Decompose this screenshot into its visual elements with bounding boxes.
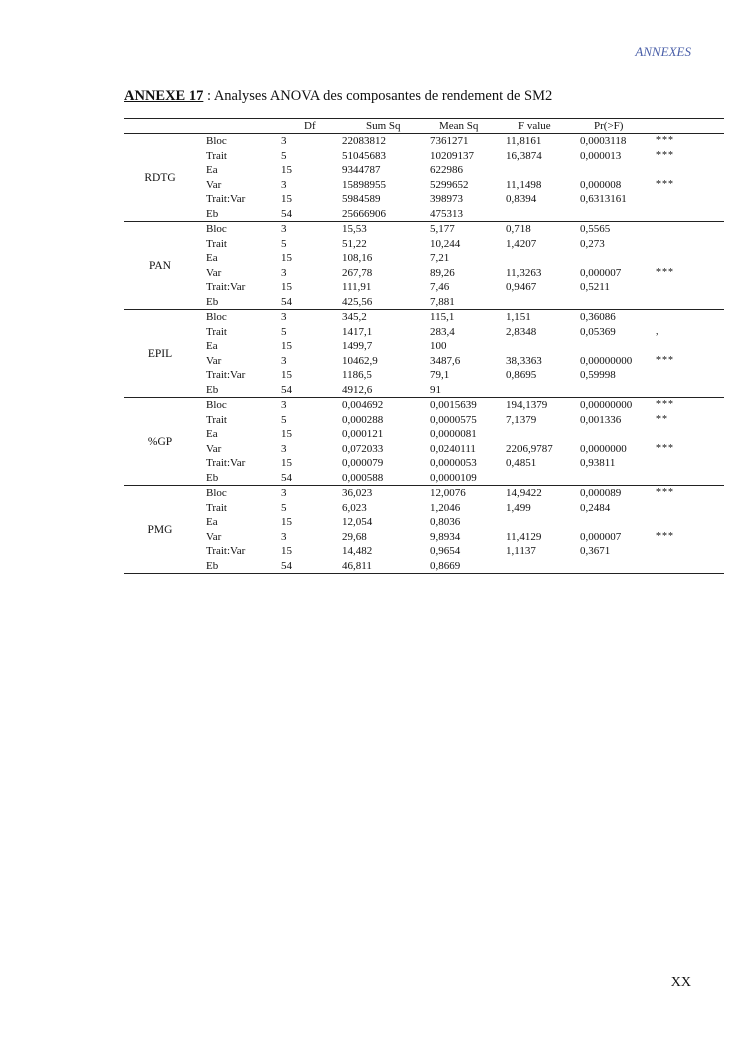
cell-df: 15 (281, 193, 292, 205)
cell-mean-sq: 12,0076 (430, 487, 466, 499)
cell-pr-f: 0,2484 (580, 501, 611, 514)
cell-f-value: 16,3874 (506, 149, 542, 162)
cell-df: 5 (281, 413, 287, 426)
table-row (124, 163, 724, 178)
cell-df: 15 (281, 369, 292, 381)
annex-caption: : Analyses ANOVA des composantes de rendement de SM2 (203, 88, 553, 104)
col-mean-sq: Mean Sq (439, 120, 479, 132)
cell-mean-sq: 100 (430, 340, 447, 352)
cell-source: Trait:Var (206, 369, 246, 381)
table-row (124, 413, 724, 428)
cell-signif: *** (656, 266, 674, 278)
cell-df: 3 (281, 223, 287, 235)
cell-source: Var (206, 266, 222, 279)
cell-source: Trait:Var (206, 545, 246, 557)
table-group (124, 397, 724, 485)
cell-df: 3 (281, 135, 287, 147)
cell-f-value: 1,1137 (506, 545, 536, 557)
cell-source: Eb (206, 559, 219, 572)
cell-mean-sq: 5299652 (430, 178, 469, 191)
cell-source: Ea (206, 516, 218, 528)
cell-df: 3 (281, 399, 287, 411)
table-row (124, 325, 724, 340)
table-row (124, 501, 724, 516)
cell-df: 54 (281, 383, 292, 396)
cell-sum-sq: 15898955 (342, 178, 386, 191)
cell-df: 15 (281, 281, 292, 293)
cell-mean-sq: 7,881 (430, 295, 455, 308)
cell-sum-sq: 0,000079 (342, 457, 384, 469)
cell-pr-f: 0,000007 (580, 266, 622, 279)
cell-pr-f: 0,0003118 (580, 135, 627, 147)
cell-signif: , (656, 325, 660, 337)
cell-df: 15 (281, 428, 292, 440)
cell-f-value: 0,4851 (506, 457, 537, 469)
table-row (124, 310, 724, 325)
cell-f-value: 1,499 (506, 501, 531, 514)
cell-source: Var (206, 442, 222, 455)
table-row (124, 442, 724, 457)
cell-source: Eb (206, 383, 219, 396)
cell-mean-sq: 0,0000053 (430, 457, 477, 469)
cell-f-value: 11,1498 (506, 178, 542, 191)
cell-df: 3 (281, 178, 287, 191)
cell-df: 54 (281, 471, 292, 484)
cell-f-value: 1,4207 (506, 237, 537, 250)
cell-df: 5 (281, 325, 287, 338)
cell-source: Trait (206, 237, 227, 250)
cell-mean-sq: 79,1 (430, 369, 450, 381)
group-label: RDTG (144, 171, 176, 184)
cell-pr-f: 0,000008 (580, 178, 622, 191)
table-row (124, 427, 724, 442)
cell-source: Bloc (206, 223, 227, 235)
cell-pr-f: 0,93811 (580, 457, 616, 469)
cell-mean-sq: 0,9654 (430, 545, 461, 557)
cell-sum-sq: 29,68 (342, 530, 367, 543)
cell-sum-sq: 14,482 (342, 545, 373, 557)
annex-title (124, 88, 552, 105)
cell-source: Bloc (206, 311, 227, 323)
group-label: %GP (147, 435, 173, 448)
cell-mean-sq: 10,244 (430, 237, 461, 250)
cell-df: 15 (281, 545, 292, 557)
table-row (124, 207, 724, 222)
cell-pr-f: 0,36086 (580, 311, 616, 323)
cell-mean-sq: 475313 (430, 207, 463, 220)
cell-sum-sq: 0,072033 (342, 442, 384, 455)
cell-sum-sq: 345,2 (342, 311, 367, 323)
cell-pr-f: 0,00000000 (580, 399, 633, 411)
table-group (124, 221, 724, 309)
cell-df: 3 (281, 311, 287, 323)
cell-sum-sq: 108,16 (342, 252, 373, 264)
cell-sum-sq: 1499,7 (342, 340, 373, 352)
cell-sum-sq: 51045683 (342, 149, 386, 162)
table-row (124, 398, 724, 413)
table-group (124, 309, 724, 397)
col-f-value: F value (518, 120, 551, 132)
cell-mean-sq: 0,8669 (430, 559, 461, 572)
cell-sum-sq: 5984589 (342, 193, 381, 205)
cell-f-value: 11,4129 (506, 530, 542, 543)
cell-df: 5 (281, 149, 287, 162)
cell-mean-sq: 3487,6 (430, 354, 461, 367)
cell-pr-f: 0,59998 (580, 369, 616, 381)
cell-pr-f: 0,000007 (580, 530, 622, 543)
cell-f-value: 11,3263 (506, 266, 542, 279)
cell-mean-sq: 10209137 (430, 149, 474, 162)
cell-df: 3 (281, 354, 287, 367)
cell-df: 54 (281, 295, 292, 308)
cell-source: Var (206, 178, 222, 191)
cell-sum-sq: 0,000588 (342, 471, 384, 484)
annex-number: ANNEXE 17 (124, 88, 204, 104)
cell-mean-sq: 89,26 (430, 266, 455, 279)
table-row (124, 266, 724, 281)
cell-sum-sq: 425,56 (342, 295, 373, 308)
cell-df: 3 (281, 266, 287, 279)
cell-f-value: 2,8348 (506, 325, 537, 338)
cell-signif: *** (656, 149, 674, 161)
cell-sum-sq: 267,78 (342, 266, 373, 279)
cell-mean-sq: 0,0015639 (430, 399, 477, 411)
cell-sum-sq: 10462,9 (342, 354, 378, 367)
table-header (124, 119, 724, 134)
table-row (124, 354, 724, 369)
cell-f-value: 2206,9787 (506, 442, 553, 455)
cell-source: Var (206, 354, 222, 367)
cell-pr-f: 0,6313161 (580, 193, 627, 205)
table-row (124, 530, 724, 545)
table-group (124, 485, 724, 573)
table-row (124, 237, 724, 252)
cell-mean-sq: 115,1 (430, 311, 455, 323)
cell-f-value: 7,1379 (506, 413, 537, 426)
cell-df: 3 (281, 487, 287, 499)
cell-signif: ** (656, 413, 668, 425)
cell-sum-sq: 1417,1 (342, 325, 373, 338)
cell-pr-f: 0,00000000 (580, 354, 633, 367)
cell-mean-sq: 0,8036 (430, 516, 461, 528)
table-group (124, 134, 724, 221)
cell-mean-sq: 91 (430, 383, 441, 396)
cell-sum-sq: 36,023 (342, 487, 373, 499)
table-row (124, 178, 724, 193)
table-row (124, 559, 724, 574)
cell-signif: *** (656, 135, 674, 146)
cell-pr-f: 0,001336 (580, 413, 622, 426)
cell-mean-sq: 7,21 (430, 252, 450, 264)
cell-f-value: 1,151 (506, 311, 531, 323)
cell-pr-f: 0,273 (580, 237, 605, 250)
table-row (124, 280, 724, 295)
cell-mean-sq: 0,0000081 (430, 428, 477, 440)
cell-mean-sq: 622986 (430, 164, 463, 176)
cell-source: Trait (206, 149, 227, 162)
cell-f-value: 0,9467 (506, 281, 537, 293)
table-row (124, 544, 724, 559)
cell-mean-sq: 7361271 (430, 135, 469, 147)
cell-signif: *** (656, 354, 674, 366)
cell-sum-sq: 0,004692 (342, 399, 384, 411)
cell-source: Trait:Var (206, 281, 246, 293)
cell-source: Trait (206, 325, 227, 338)
cell-source: Eb (206, 471, 219, 484)
table-row (124, 192, 724, 207)
cell-source: Trait (206, 501, 227, 514)
cell-pr-f: 0,5211 (580, 281, 610, 293)
cell-df: 15 (281, 516, 292, 528)
cell-source: Bloc (206, 135, 227, 147)
cell-source: Ea (206, 164, 218, 176)
cell-pr-f: 0,000089 (580, 487, 622, 499)
group-label: PMG (147, 523, 173, 536)
cell-mean-sq: 0,0000575 (430, 413, 477, 426)
cell-sum-sq: 1186,5 (342, 369, 372, 381)
table-row (124, 486, 724, 501)
cell-f-value: 11,8161 (506, 135, 542, 147)
table-row (124, 251, 724, 266)
cell-sum-sq: 4912,6 (342, 383, 373, 396)
cell-df: 54 (281, 207, 292, 220)
cell-sum-sq: 0,000288 (342, 413, 384, 426)
cell-pr-f: 0,5565 (580, 223, 611, 235)
cell-sum-sq: 46,811 (342, 559, 372, 572)
cell-sum-sq: 9344787 (342, 164, 381, 176)
col-sum-sq: Sum Sq (366, 120, 401, 132)
cell-sum-sq: 111,91 (342, 281, 372, 293)
cell-f-value: 0,8695 (506, 369, 537, 381)
cell-mean-sq: 7,46 (430, 281, 450, 293)
cell-f-value: 0,718 (506, 223, 531, 235)
running-header: ANNEXES (635, 44, 691, 59)
cell-f-value: 0,8394 (506, 193, 537, 205)
cell-signif: *** (656, 178, 674, 190)
table-row (124, 222, 724, 237)
cell-signif: *** (656, 530, 674, 542)
table-body (124, 134, 724, 573)
table-row (124, 515, 724, 530)
cell-pr-f: 0,3671 (580, 545, 611, 557)
cell-source: Trait:Var (206, 193, 246, 205)
cell-df: 54 (281, 559, 292, 572)
cell-df: 15 (281, 340, 292, 352)
group-label: EPIL (147, 347, 173, 360)
cell-source: Bloc (206, 487, 227, 499)
cell-sum-sq: 12,054 (342, 516, 373, 528)
cell-source: Eb (206, 295, 219, 308)
cell-source: Eb (206, 207, 219, 220)
cell-df: 3 (281, 442, 287, 455)
table-row (124, 134, 724, 149)
cell-source: Bloc (206, 399, 227, 411)
table-row (124, 471, 724, 486)
cell-sum-sq: 6,023 (342, 501, 367, 514)
cell-f-value: 38,3363 (506, 354, 542, 367)
cell-pr-f: 0,0000000 (580, 442, 627, 455)
cell-df: 15 (281, 164, 292, 176)
cell-mean-sq: 398973 (430, 193, 463, 205)
cell-source: Var (206, 530, 222, 543)
cell-mean-sq: 0,0240111 (430, 442, 476, 455)
cell-mean-sq: 9,8934 (430, 530, 461, 543)
cell-signif: *** (656, 399, 674, 410)
table-row (124, 383, 724, 398)
table-row (124, 368, 724, 383)
cell-mean-sq: 0,0000109 (430, 471, 477, 484)
cell-f-value: 194,1379 (506, 399, 548, 411)
cell-pr-f: 0,000013 (580, 149, 622, 162)
cell-source: Ea (206, 252, 218, 264)
cell-sum-sq: 51,22 (342, 237, 367, 250)
cell-mean-sq: 283,4 (430, 325, 455, 338)
page-number: XX (670, 975, 691, 990)
table-row (124, 295, 724, 310)
cell-signif: *** (656, 487, 674, 498)
cell-df: 15 (281, 252, 292, 264)
cell-source: Trait:Var (206, 457, 246, 469)
cell-sum-sq: 22083812 (342, 135, 386, 147)
cell-df: 5 (281, 237, 287, 250)
anova-table (124, 118, 724, 574)
cell-df: 15 (281, 457, 292, 469)
cell-mean-sq: 1,2046 (430, 501, 461, 514)
cell-df: 5 (281, 501, 287, 514)
group-label: PAN (149, 259, 171, 272)
cell-signif: *** (656, 442, 674, 454)
cell-pr-f: 0,05369 (580, 325, 616, 338)
col-df: Df (304, 120, 316, 132)
cell-mean-sq: 5,177 (430, 223, 455, 235)
table-row (124, 149, 724, 164)
cell-sum-sq: 0,000121 (342, 428, 384, 440)
cell-sum-sq: 15,53 (342, 223, 367, 235)
cell-source: Trait (206, 413, 227, 426)
cell-f-value: 14,9422 (506, 487, 542, 499)
col-pr-f: Pr(>F) (594, 120, 624, 132)
cell-source: Ea (206, 340, 218, 352)
table-row (124, 456, 724, 471)
cell-source: Ea (206, 428, 218, 440)
table-row (124, 339, 724, 354)
cell-df: 3 (281, 530, 287, 543)
cell-sum-sq: 25666906 (342, 207, 386, 220)
